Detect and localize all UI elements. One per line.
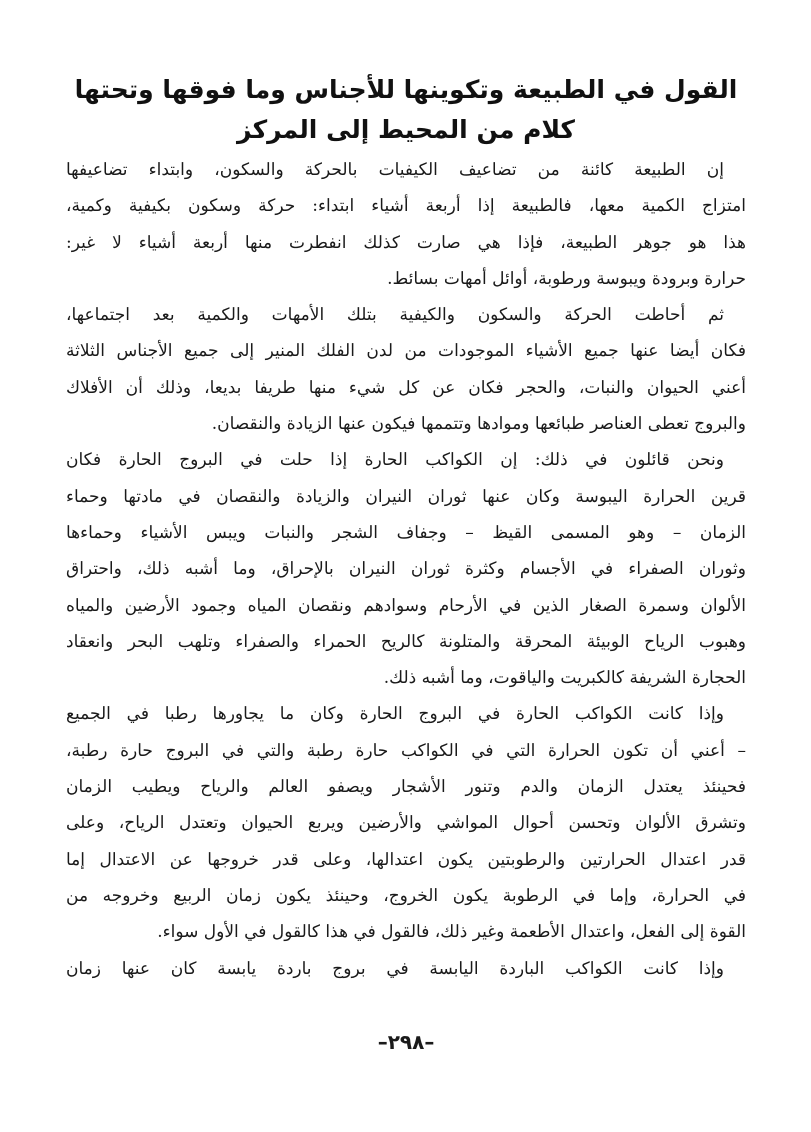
paragraph-1 [66,152,746,297]
text-line: امتزاج الكمية معها، فالطبيعة إذا أربعة أشياء ابتداء: حركة وسكون بكيفية وكمية، [66,196,746,217]
paragraph-3 [66,442,746,696]
text-line: فحينئذ يعتدل الزمان والدم وتنور الأشجار ويصفو العالم والرياح ويطيب الزمان [66,777,746,798]
paragraph-5 [66,951,746,987]
text-line: وتشرق الألوان وتحسن أحوال المواشي والأرضين ويربع الحيوان وتعتدل الرياح، وعلى [66,813,746,834]
text-line: والبروج تعطى العناصر طبائعها وموادها وتتممها فيكون عنها الزيادة والنقصان. [211,414,746,435]
text-line: هذا هو جوهر الطبيعة، فإذا هي صارت كذلك انفطرت منها أربعة أشياء لا غير: [66,232,746,253]
document-page [66,60,746,1100]
text-line: فكان أيضا عنها جميع الأشياء الموجودات من لدن الفلك المنير إلى جميع الأجناس الثلاثة [66,341,746,362]
text-line: ونحن قائلون في ذلك: إن الكواكب الحارة إذا حلت في البروج الحارة فكان [66,450,724,471]
text-line: قرين الحرارة اليبوسة وكان عنها ثوران النيران والزيادة والنقصان في مادتها وحماء [66,486,746,507]
paragraph-4 [66,696,746,950]
text-line: وإذا كانت الكواكب الباردة اليابسة في بروج باردة يابسة كان عنها زمان [66,958,724,979]
text-line: أعني الحيوان والنبات، والحجر فكان عن كل شيء منها طريفا بديعا، وذلك أن الأفلاك [66,377,746,398]
text-line: الزمان – وهو المسمى القيظ – وجفاف الشجر والنبات ويبس الأشياء وحماءها [66,522,746,543]
text-line: وهبوب الرياح الوبيئة المحرقة والمتلونة كالريح الحمراء والصفراء وتلهب البحر وانعقاد [66,631,746,652]
heading-line-1: القول في الطبيعة وتكوينها للأجناس وما فوقها وتحتها [74,75,738,104]
text-line: – أعني أن تكون الحرارة التي في الكواكب حارة رطبة والتي في البروج حارة رطبة، [66,740,746,761]
text-line: وثوران الصفراء في الأجسام وكثرة ثوران النيران بالإحراق، وما أشبه ذلك، واحتراق [66,559,746,580]
text-line: قدر اعتدال الحرارتين والرطوبتين يكون اعتدالها، وعلى قدر خروجها عن الاعتدال إما [66,849,746,870]
text-line: في الحرارة، وإما في الرطوبة يكون الخروج، وحينئذ يكون زمان الربيع وخروجه من [66,885,746,906]
text-line: القوة إلى الفعل، واعتدال الأطعمة وغير ذلك، فالقول في هذا كالقول في الأول سواء. [157,922,746,943]
text-line: ثم أحاطت الحركة والسكون والكيفية بتلك الأمهات والكمية بعد اجتماعها، [66,305,724,326]
chapter-heading [66,70,746,150]
text-line: إن الطبيعة كائنة من تضاعيف الكيفيات بالحركة والسكون، وابتداء تضاعيفها [66,160,724,180]
page-number: –٢٩٨– [377,1030,435,1054]
text-line: وإذا كانت الكواكب الحارة في البروج الحارة وكان ما يجاورها رطبا في الجميع [66,704,724,725]
paragraph-2 [66,297,746,442]
text-line: الحجارة الشريفة كالكبريت والياقوت، وما أشبه ذلك. [383,668,746,689]
text-line: حرارة وبرودة ويبوسة ورطوبة، أوائل أمهات بسائط. [387,268,746,289]
heading-line-2: كلام من المحيط إلى المركز [237,115,575,144]
body-text [66,152,746,987]
text-line: الألوان وسمرة الصغار الذين في الأرحام وسوادهم ونقصان المياه وجمود الأرضين والمياه [66,595,746,616]
